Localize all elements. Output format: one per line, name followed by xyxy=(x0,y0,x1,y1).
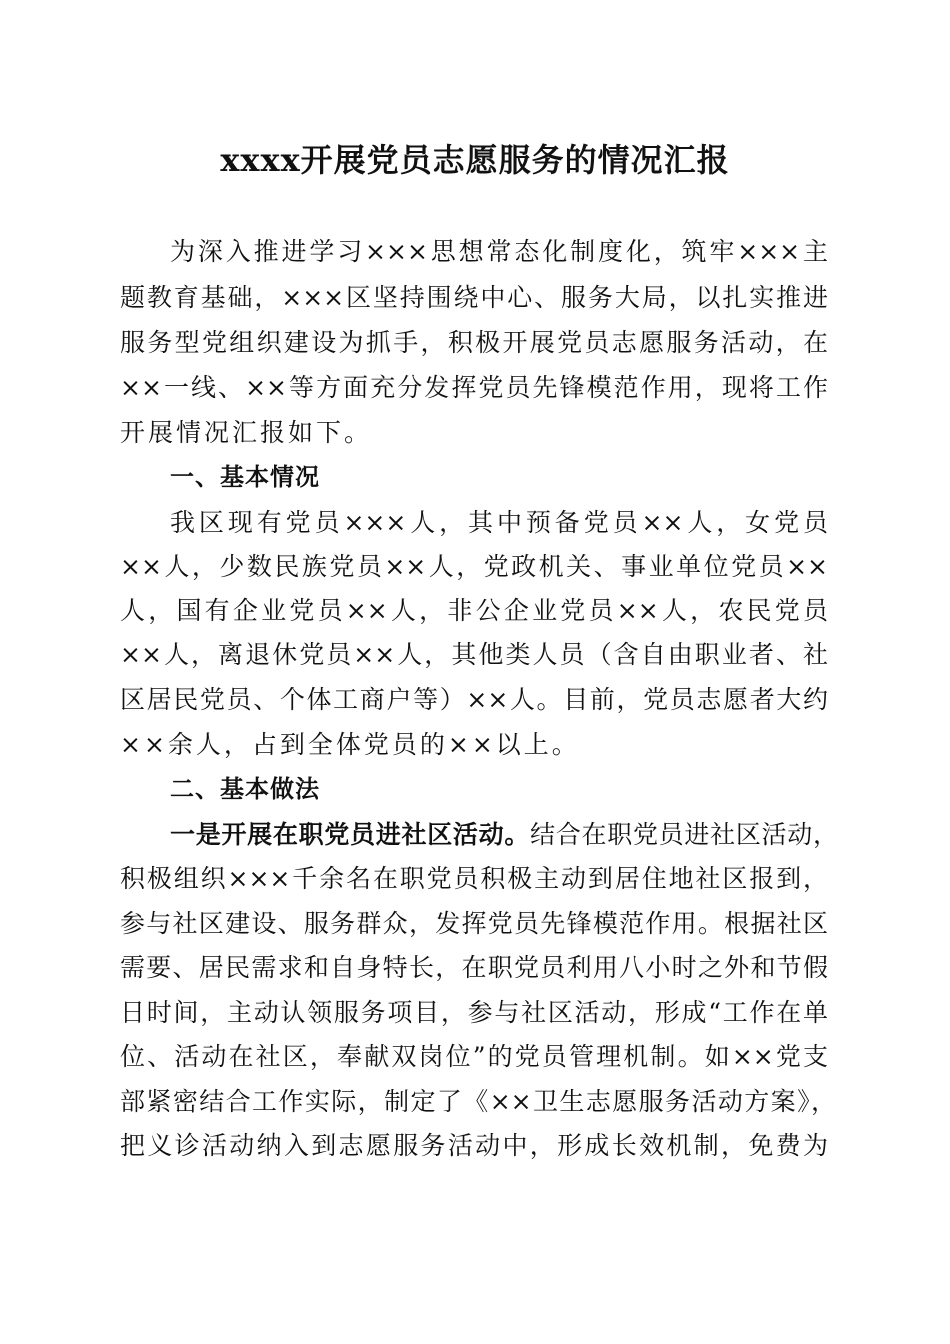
section1-line-3: 人，国有企业党员××人，非公企业党员××人，农民党员 xyxy=(120,596,828,625)
section1-line-6: ××余人，占到全体党员的××以上。 xyxy=(120,730,580,759)
section2-line-3: 需要、居民需求和自身特长，在职党员利用八小时之外和节假 xyxy=(120,953,828,982)
section2-line-4: 日时间，主动认领服务项目，参与社区活动，形成“工作在单 xyxy=(120,998,828,1027)
intro-line-5: 开展情况汇报如下。 xyxy=(120,418,373,447)
section2-line-5: 位、活动在社区，奉献双岗位”的党员管理机制。如××党支 xyxy=(120,1042,828,1071)
section2-line-2: 参与社区建设、服务群众，发挥党员先锋模范作用。根据社区 xyxy=(120,909,828,938)
intro-line-2: 题教育基础，×××区坚持围绕中心、服务大局，以扎实推进 xyxy=(120,283,828,312)
section2-heading: 二、基本做法 xyxy=(170,774,320,803)
intro-line-1: 为深入推进学习×××思想常态化制度化，筑牢×××主 xyxy=(170,237,828,266)
section2-lead-bold: 一是开展在职党员进社区活动。 xyxy=(170,820,531,849)
intro-line-4: ××一线、××等方面充分发挥党员先锋模范作用，现将工作 xyxy=(120,373,828,402)
section2-line-6: 部紧密结合工作实际，制定了《××卫生志愿服务活动方案》， xyxy=(120,1087,836,1116)
section2-lead-rest: 结合在职党员进社区活动， xyxy=(530,820,838,849)
section1-heading: 一、基本情况 xyxy=(170,462,320,491)
document-title: xxxx开展党员志愿服务的情况汇报 xyxy=(220,141,730,179)
section1-line-4: ××人，离退休党员××人，其他类人员（含自由职业者、社 xyxy=(120,640,828,669)
section1-line-2: ××人，少数民族党员××人，党政机关、事业单位党员×× xyxy=(120,552,828,581)
section1-line-5: 区居民党员、个体工商户等）××人。目前，党员志愿者大约 xyxy=(120,685,828,714)
intro-line-3: 服务型党组织建设为抓手，积极开展党员志愿服务活动，在 xyxy=(120,328,828,357)
section2-line-7: 把义诊活动纳入到志愿服务活动中，形成长效机制，免费为 xyxy=(120,1131,828,1160)
section1-line-1: 我区现有党员×××人，其中预备党员××人，女党员 xyxy=(170,508,828,537)
section2-lead-line xyxy=(170,819,838,855)
section2-line-1: 积极组织×××千余名在职党员积极主动到居住地社区报到， xyxy=(120,864,828,893)
